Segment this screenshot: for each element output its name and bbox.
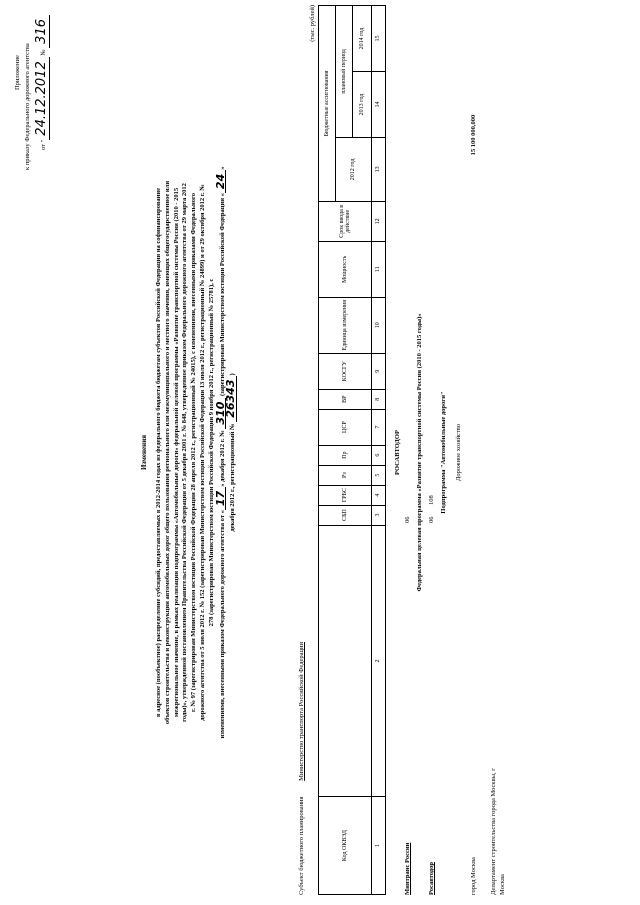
col-number: 7 xyxy=(371,409,385,445)
intro-text: (зарегистрирован Министерством юстиции Российской Федерации « xyxy=(218,193,226,396)
col-number: 6 xyxy=(371,445,385,465)
handwritten-day: 17 xyxy=(217,487,227,510)
intro-line-5: г. № 97 (зарегистрирован Министерством юстиции Российской Федерации 28 апреля 2012 г., регистрационный № 24015), с изменениями, внесенными приказами Федерального xyxy=(190,193,198,713)
header-2013: 2013 год xyxy=(352,72,371,138)
page-title: Изменения xyxy=(140,434,148,471)
rosavtodor-row-title: Росавтодор xyxy=(428,862,435,895)
header-grbs: ГРБС xyxy=(319,485,372,505)
department-row-title: Департамент строительства города Москвы, г xyxy=(490,768,497,895)
header-code: Код ОКВЭД xyxy=(319,797,372,895)
units-label: (тыс. рублей) xyxy=(309,5,316,42)
handwritten-reg-number: 26343 xyxy=(227,376,237,422)
intro-text: » xyxy=(218,166,226,170)
road-economy-title: Дорожное хозяйство xyxy=(455,423,462,482)
rosavtodor-grbs: 108 xyxy=(428,495,435,505)
intro-line-9 xyxy=(224,30,238,875)
department-row-title-2: Москва xyxy=(499,874,506,895)
header-pr: Пр xyxy=(319,445,372,465)
number-sign: № xyxy=(40,49,47,56)
col-number: 8 xyxy=(371,389,385,409)
col-number: 10 xyxy=(371,297,385,353)
rosavtodor-title: РОСАВТОДОР xyxy=(394,430,401,475)
intro-line-3: межрегиональное значение, в рамках реализации подпрограммы «Автомобильные дороги» федеральной целевой программы «Развитие транспортной системы России (2010 - 2015 xyxy=(172,187,180,718)
header-term: Срок ввода в действие xyxy=(319,201,372,241)
subject-value: Министерство транспорта Российской Федерации xyxy=(298,642,305,781)
col-number: 14 xyxy=(371,72,385,138)
intro-line-6: дорожного агентства от 5 июля 2012 г. № 152 (зарегистрирован Министерством юстиции Российской Федерации 13 июля 2012 г., регистрационный № 24899) и от 29 октября 2012 г. № xyxy=(198,184,206,721)
intro-paragraph xyxy=(155,30,238,875)
header-planned: плановый период xyxy=(335,6,352,138)
handwritten-number: 316 xyxy=(34,15,50,48)
data-table xyxy=(318,5,386,895)
col-number: 3 xyxy=(371,505,385,525)
city-row-title: город Москва xyxy=(470,857,477,895)
handwritten-reg-day: 24 xyxy=(217,170,227,193)
header-budget: Бюджетные ассигнования xyxy=(319,6,336,202)
header-name xyxy=(319,525,372,797)
intro-line-8 xyxy=(213,30,228,875)
rosavtodor-sbp: 06 xyxy=(428,516,435,523)
col-number: 2 xyxy=(371,525,385,797)
header-unit: Единица измерения xyxy=(319,297,372,353)
intro-line-1: в адресное (пообъектное) распределение субсидий, предоставляемых в 2012-2014 годах из федерального бюджета бюджетам субъектов Российской Федерации на софинансирование xyxy=(155,188,162,717)
handwritten-date: 24.12.2012 xyxy=(34,57,50,139)
header-vr: ВР xyxy=(319,389,372,409)
minstrans-sbp: 06 xyxy=(404,516,411,523)
header-rz: Рз xyxy=(319,465,372,485)
order-line: к приказу Федерального дорожного агентства xyxy=(24,43,31,170)
intro-text: изменениями, внесенными приказом Федерального дорожного агентства от « xyxy=(218,510,226,739)
header-sbp: СБП xyxy=(319,505,372,525)
header-capacity: Мощность xyxy=(319,241,372,297)
intro-text: » декабря 2012 г. № xyxy=(218,430,226,487)
header-csr: ЦСР xyxy=(319,409,372,445)
appendix-label: Приложение xyxy=(14,55,21,90)
col-number: 11 xyxy=(371,241,385,297)
city-amount-2012: 15 100 000,000 xyxy=(470,114,477,156)
col-number: 9 xyxy=(371,353,385,389)
subject-row xyxy=(298,642,305,895)
intro-text: ) xyxy=(229,373,237,376)
intro-line-7: 278 (зарегистрирован Министерством юстиции Российской Федерации 9 ноября 2012 г., регистрационный № 25781), с xyxy=(207,278,215,627)
subprogram-title: Подпрограмма "Автомобильные дороги" xyxy=(440,391,447,514)
order-date-line xyxy=(34,0,50,150)
minstrans-row-title: Минтранс России xyxy=(404,842,411,895)
col-number: 15 xyxy=(371,6,385,72)
header-kosgu: КОСГУ xyxy=(319,353,372,389)
intro-line-2: объектов строительства и реконструкции автомобильных дорог общего пользования регионального или межмуниципального и местного значения, имеющих общегосударственное или xyxy=(163,180,171,725)
col-number: 4 xyxy=(371,485,385,505)
intro-line-4: годы)», утвержденной постановлением Правительства Российской Федерации от 5 декабря 2001 г. № 848, утвержденное приказом Федерального дорожного агентства от 29 марта 2012 xyxy=(181,183,189,722)
col-number: 1 xyxy=(371,797,385,895)
header-2014: 2014 год xyxy=(352,6,371,72)
col-number: 13 xyxy=(371,137,385,201)
intro-text: декабря 2012 г., регистрационный № xyxy=(229,423,237,532)
col-number: 12 xyxy=(371,201,385,241)
subject-label: Субъект бюджетного планирования xyxy=(298,796,305,895)
col-number: 5 xyxy=(371,465,385,485)
handwritten-order-number: 310 xyxy=(217,398,227,429)
header-2012: 2012 год xyxy=(335,137,371,201)
fcp-title: Федеральная целевая программа «Развитие транспортной системы России (2010 - 2015 годы)» xyxy=(416,313,423,592)
date-prefix: от " xyxy=(40,139,47,150)
